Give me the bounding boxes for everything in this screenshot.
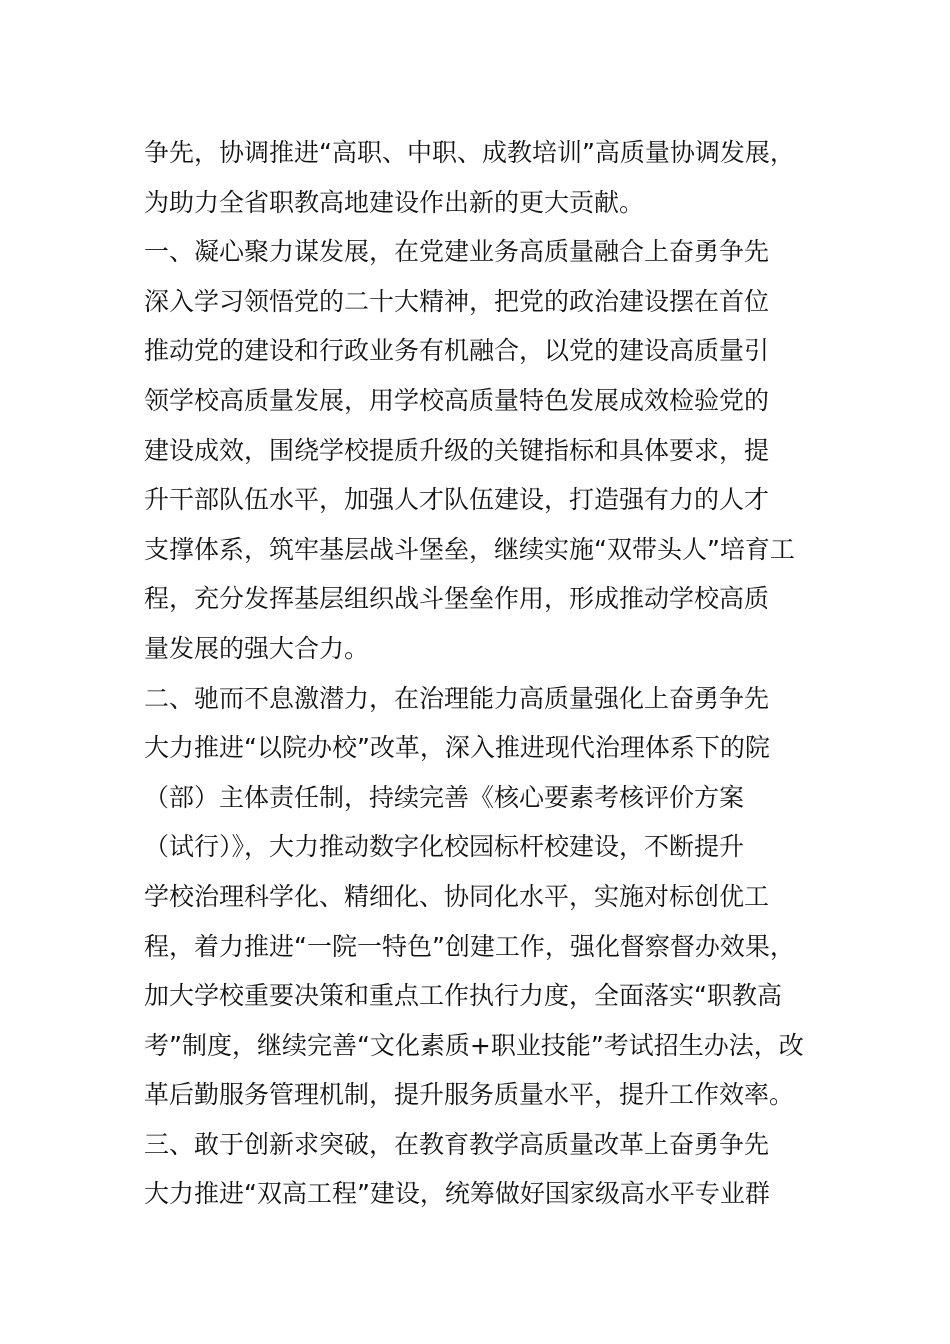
text-line-13: 大力推进“以院办校”改革，深入推进现代治理体系下的院 <box>144 733 770 763</box>
text-line-17: 程，着力推进“一院一特色”创建工作，强化督察督办效果， <box>144 931 795 961</box>
text-line-22: 大力推进“双高工程”建设，统筹做好国家级高水平专业群 <box>144 1179 770 1209</box>
text-line-4: 深入学习领悟党的二十大精神，把党的政治建设摆在首位 <box>144 286 770 316</box>
text-line-16: 学校治理科学化、精细化、协同化水平，实施对标创优工 <box>144 881 770 911</box>
text-line-2: 为助力全省职教高地建设作出新的更大贡献。 <box>144 187 645 217</box>
document-body <box>144 128 814 1219</box>
text-line-5: 推动党的建设和行政业务有机融合，以党的建设高质量引 <box>144 336 770 366</box>
section-heading-3: 三、敢于创新求突破，在教育教学高质量改革上奋勇争先 <box>144 1129 770 1159</box>
text-line-15: （试行）》，大力推动数字化校园标杆校建设，不断提升 <box>144 832 745 862</box>
text-line-19: 考”制度，继续完善“文化素质+职业技能”考试招生办法，改 <box>144 1030 804 1060</box>
section-heading-1: 一、凝心聚力谋发展，在党建业务高质量融合上奋勇争先 <box>144 237 770 267</box>
text-line-9: 支撑体系，筑牢基层战斗堡垒，继续实施“双带头人”培育工 <box>144 534 795 564</box>
text-line-7: 建设成效，围绕学校提质升级的关键指标和具体要求，提 <box>144 435 770 465</box>
text-line-1: 争先，协调推进“高职、中职、成教培训”高质量协调发展， <box>144 138 795 167</box>
text-line-18: 加大学校重要决策和重点工作执行力度，全面落实“职教高 <box>144 981 782 1011</box>
text-line-10: 程，充分发挥基层组织战斗堡垒作用，形成推动学校高质 <box>144 584 770 614</box>
text-line-8: 升干部队伍水平，加强人才队伍建设，打造强有力的人才 <box>144 485 770 515</box>
text-line-11: 量发展的强大合力。 <box>144 633 370 663</box>
text-line-6: 领学校高质量发展，用学校高质量特色发展成效检验党的 <box>144 385 770 415</box>
section-heading-2: 二、驰而不息激潜力，在治理能力高质量强化上奋勇争先 <box>144 683 770 713</box>
text-line-14: （部）主体责任制，持续完善《核心要素考核评价方案 <box>144 782 745 812</box>
text-line-20: 革后勤服务管理机制，提升服务质量水平，提升工作效率。 <box>144 1080 795 1110</box>
